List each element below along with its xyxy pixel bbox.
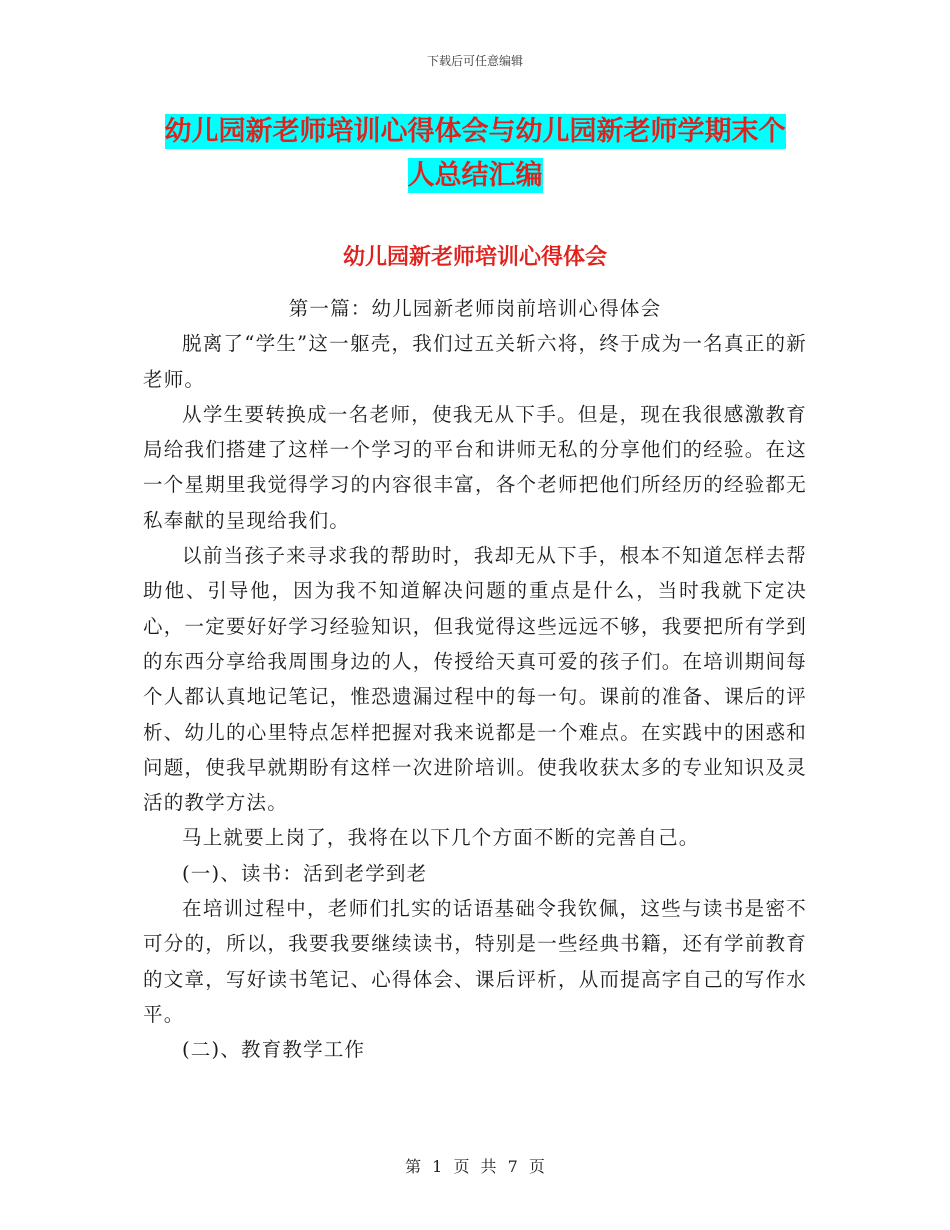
main-title-text-2: 人总结汇编: [407, 160, 543, 191]
section-title: 幼儿园新老师培训心得体会: [342, 245, 607, 270]
main-title-text-1: 幼儿园新老师培训心得体会与幼儿园新老师学期末个: [164, 116, 786, 147]
page-footer: 第 1 页 共 7 页: [405, 1157, 545, 1176]
header-note: 下载后可任意编辑: [426, 54, 523, 68]
paragraph: (二)、教育教学工作: [182, 1038, 366, 1062]
paragraph: 马上就要上岗了，我将在以下几个方面不断的完善自己。: [182, 826, 700, 850]
main-title-line-2: [140, 150, 810, 202]
paragraph: 从学生要转换成一名老师，使我无从下手。但是，现在我很感激教育局给我们搭建了这样一个学习的平台和讲师无私的分享他们的经验。在这一个星期里我觉得学习的内容很丰富，各个老师把他们所经历的经验都无私奉献的呈现给我们。: [143, 402, 807, 532]
body-text: [143, 291, 807, 1068]
subtitle: 第一篇：幼儿园新老师岗前培训心得体会: [288, 297, 662, 320]
paragraph: 以前当孩子来寻求我的帮助时，我却无从下手，根本不知道怎样去帮助他、引导他，因为我不知道解决问题的重点是什么，当时我就下定决心，一定要好好学习经验知识，但我觉得这些远远不够，我要把所有学到的东西分享给我周围身边的人，传授给天真可爱的孩子们。在培训期间每个人都认真地记笔记，惟恐遗漏过程中的每一句。课前的准备、课后的评析、幼儿的心里特点怎样把握对我来说都是一个难点。在实践中的困惑和问题，使我早就期盼有这样一次进阶培训。使我收获太多的专业知识及灵活的教学方法。: [143, 544, 807, 815]
paragraph: (一)、读书：活到老学到老: [182, 861, 428, 885]
paragraph: 脱离了“学生”这一躯壳，我们过五关斩六将，终于成为一名真正的新老师。: [143, 332, 807, 391]
paragraph: 在培训过程中，老师们扎实的话语基础令我钦佩，这些与读书是密不可分的，所以，我要我要继续读书，特别是一些经典书籍，还有学前教育的文章，写好读书笔记、心得体会、课后评析，从而提高字自己的写作水平。: [143, 897, 807, 1026]
